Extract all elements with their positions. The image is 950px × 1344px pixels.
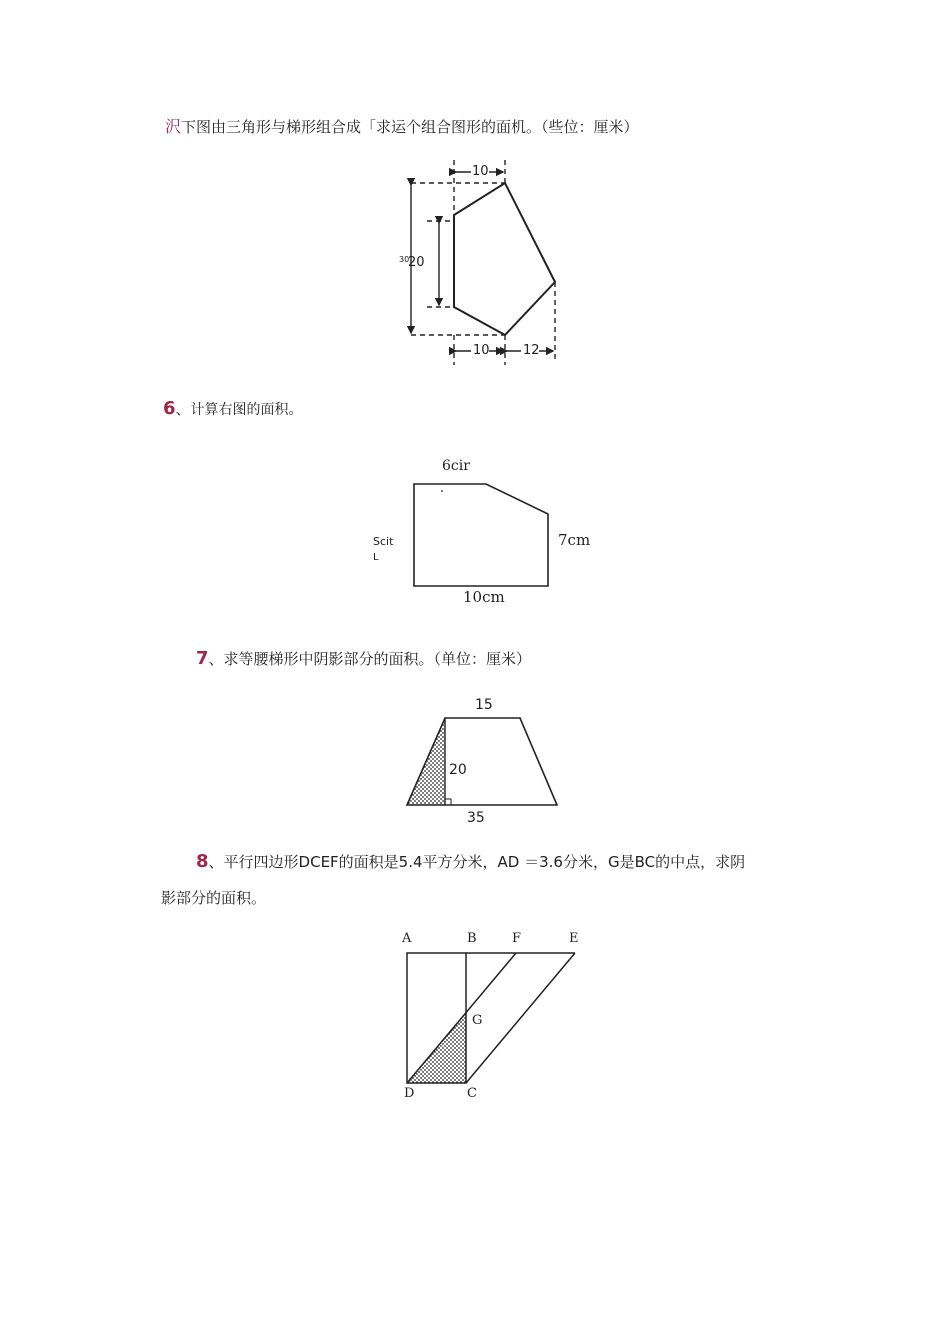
q6-number: 6 [163,398,176,419]
q7-label-top: 15 [475,697,493,713]
q7-number: 7 [196,648,209,669]
q6-shape [414,484,548,586]
q8-statement-line1 [196,851,745,872]
q5-pentagon [454,183,555,335]
q7-figure [400,710,565,815]
q5-dimensions [411,172,553,351]
q8-label-B: B [467,931,477,946]
q8-number: 8 [196,851,209,872]
q8-label-F: F [512,931,522,946]
q5-label-bottom-right: 12 [523,343,540,358]
q7-sep: 、 [208,650,224,668]
q5-label-30: 30 [399,255,410,264]
q8-label-A: A [402,931,412,946]
q5-guides [411,160,555,365]
q6-label-bottom: 10cm [463,588,505,606]
q5-text: 下图由三角形与梯形组合成「求运个组合图形的面机。（些位：厘米） [181,118,639,136]
q8-label-C: C [467,1086,477,1101]
q5-label-20: 20 [408,255,425,270]
q5-lead-char: 沢 [165,117,182,136]
q6-label-left-1: Scit [373,535,394,548]
q6-text: 计算右图的面积。 [190,402,303,418]
q8-statement-line2 [161,887,266,908]
q8-label-D: D [404,1086,415,1101]
q6-label-left-2: L [373,552,379,563]
q8-text-2: 影部分的面积。 [161,889,267,907]
q5-label-bottom-left: 10 [473,343,490,358]
q7-right-angle [445,799,451,805]
q6-sep: 、 [175,400,191,418]
q7-label-height: 20 [449,762,467,778]
q8-sep: 、 [208,853,224,871]
q6-label-top: 6cir [442,458,470,474]
q7-label-bottom: 35 [467,810,485,826]
q8-label-G: G [472,1013,483,1028]
q6-figure [410,480,555,590]
q5-label-top: 10 [472,164,489,179]
q6-statement [163,398,303,419]
q5-statement [165,114,639,137]
q8-text-1: 平行四边形DCEF的面积是5.4平方分米，AD ＝3.6分米，G是BC的中点，求阴 [223,853,746,871]
q7-statement [196,648,531,669]
q7-text: 求等腰梯形中阴影部分的面积。（单位：厘米） [223,650,532,668]
q6-label-right: 7cm [558,531,591,549]
q8-label-E: E [569,931,579,946]
q8-figure [400,945,585,1090]
